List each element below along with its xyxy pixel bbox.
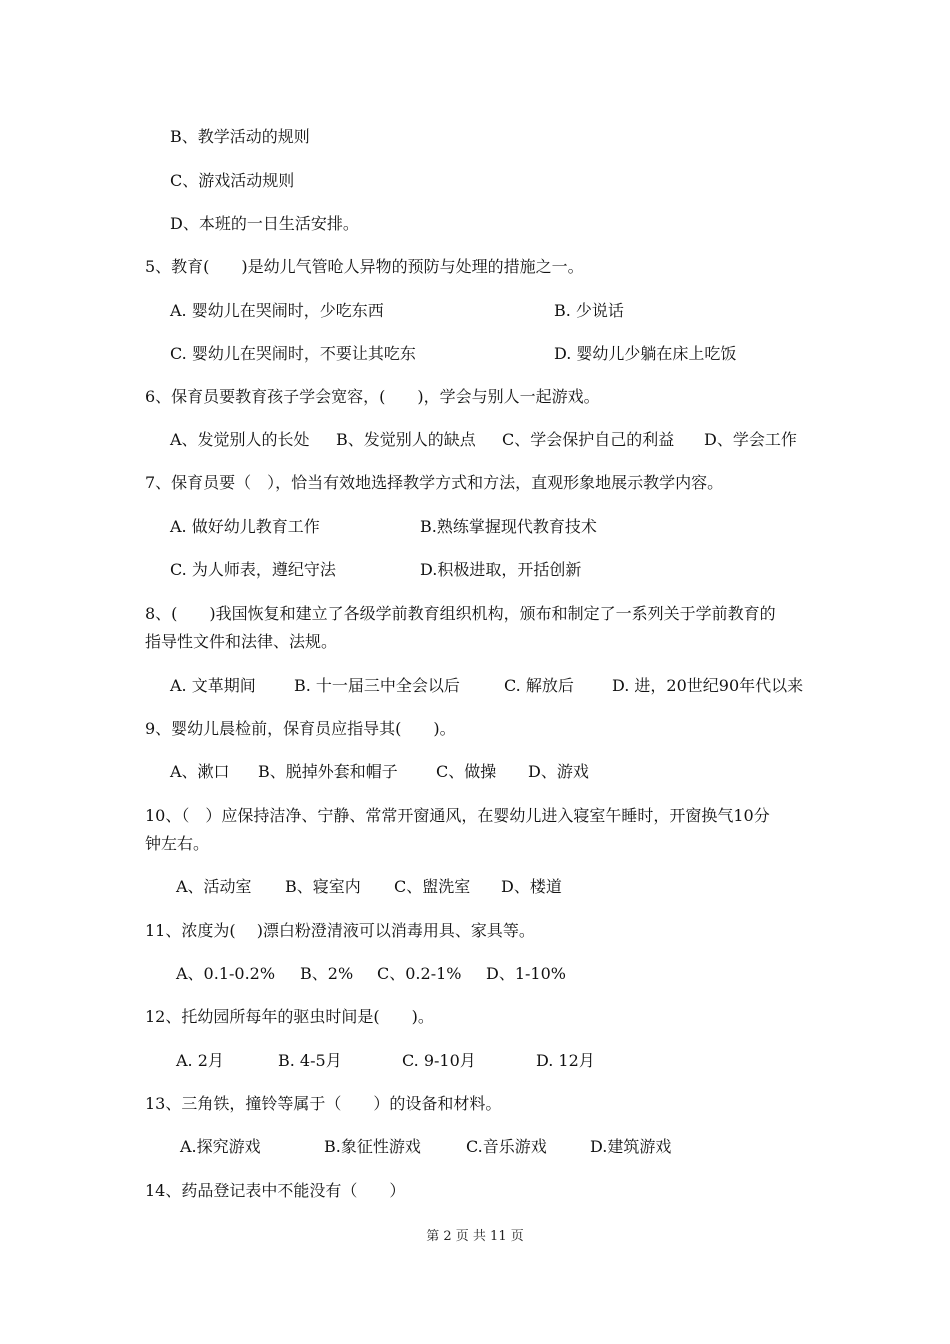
q11-option-a: A、0.1-0.2% (176, 964, 276, 983)
q11-option-b: B、2% (300, 964, 354, 983)
q9-option-b: B、脱掉外套和帽子 (258, 762, 398, 781)
question-11: 11、浓度为( )漂白粉澄清液可以消毒用具、家具等。 (145, 921, 535, 940)
q10-option-c: C、盥洗室 (394, 877, 471, 896)
q9-option-d: D、游戏 (528, 762, 589, 781)
q7-option-d: D.积极进取，开括创新 (420, 560, 582, 579)
question-7: 7、保育员要（ ），恰当有效地选择教学方式和方法，直观形象地展示教学内容。 (145, 473, 724, 492)
q6-option-a: A、发觉别人的长处 (170, 430, 310, 449)
q8-option-b: B. 十一届三中全会以后 (294, 676, 460, 695)
question-13: 13、三角铁，撞铃等属于（ ）的设备和材料。 (145, 1094, 502, 1113)
q7-option-c: C. 为人师表，遵纪守法 (170, 560, 336, 579)
question-9: 9、婴幼儿晨检前，保育员应指导其( )。 (145, 719, 456, 738)
q5-option-a: A. 婴幼儿在哭闹时，少吃东西 (170, 301, 384, 320)
page-footer: 第 2 页 共 11 页 (426, 1229, 524, 1244)
q6-option-b: B、发觉别人的缺点 (336, 430, 476, 449)
question-10-line1: 10、（ ）应保持洁净、宁静、常常开窗通风，在婴幼儿进入寝室午睡时，开窗换气10分 (145, 806, 770, 825)
q7-option-b: B.熟练掌握现代教育技术 (420, 517, 597, 536)
q5-option-c: C. 婴幼儿在哭闹时，不要让其吃东 (170, 344, 416, 363)
option-c-prev-question: C、游戏活动规则 (170, 171, 295, 190)
q6-option-c: C、学会保护自己的利益 (502, 430, 675, 449)
question-12: 12、托幼园所每年的驱虫时间是( )。 (145, 1007, 434, 1026)
q12-option-b: B. 4-5月 (278, 1051, 342, 1070)
q6-option-d: D、学会工作 (704, 430, 797, 449)
q13-option-a: A.探究游戏 (180, 1137, 261, 1156)
option-d-prev-question: D、本班的一日生活安排。 (170, 214, 359, 233)
q11-option-c: C、0.2-1% (377, 964, 462, 983)
q5-option-b: B. 少说话 (554, 301, 624, 320)
question-6: 6、保育员要教育孩子学会宽容，( )，学会与别人一起游戏。 (145, 387, 600, 406)
q13-option-d: D.建筑游戏 (590, 1137, 672, 1156)
q10-option-b: B、寝室内 (285, 877, 361, 896)
q9-option-a: A、漱口 (170, 762, 230, 781)
q13-option-c: C.音乐游戏 (466, 1137, 547, 1156)
q12-option-d: D. 12月 (536, 1051, 595, 1070)
q11-option-d: D、1-10% (486, 964, 566, 983)
question-14: 14、药品登记表中不能没有（ ） (145, 1181, 406, 1200)
option-b-prev-question: B、教学活动的规则 (170, 127, 310, 146)
q12-option-a: A. 2月 (176, 1051, 224, 1070)
q13-option-b: B.象征性游戏 (324, 1137, 421, 1156)
q12-option-c: C. 9-10月 (402, 1051, 476, 1070)
q9-option-c: C、做操 (436, 762, 497, 781)
question-8-line2: 指导性文件和法律、法规。 (145, 632, 338, 651)
q10-option-a: A、活动室 (176, 877, 252, 896)
question-10-line2: 钟左右。 (145, 834, 210, 853)
q8-option-a: A. 文革期间 (170, 676, 256, 695)
q10-option-d: D、楼道 (501, 877, 562, 896)
q7-option-a: A. 做好幼儿教育工作 (170, 517, 320, 536)
q5-option-d: D. 婴幼儿少躺在床上吃饭 (554, 344, 737, 363)
question-5: 5、教育( )是幼儿气管呛人异物的预防与处理的措施之一。 (145, 257, 584, 276)
q8-option-c: C. 解放后 (504, 676, 574, 695)
q8-option-d: D. 进，20世纪90年代以来 (612, 676, 804, 695)
question-8-line1: 8、( )我国恢复和建立了各级学前教育组织机构，颁布和制定了一系列关于学前教育的 (145, 604, 776, 623)
